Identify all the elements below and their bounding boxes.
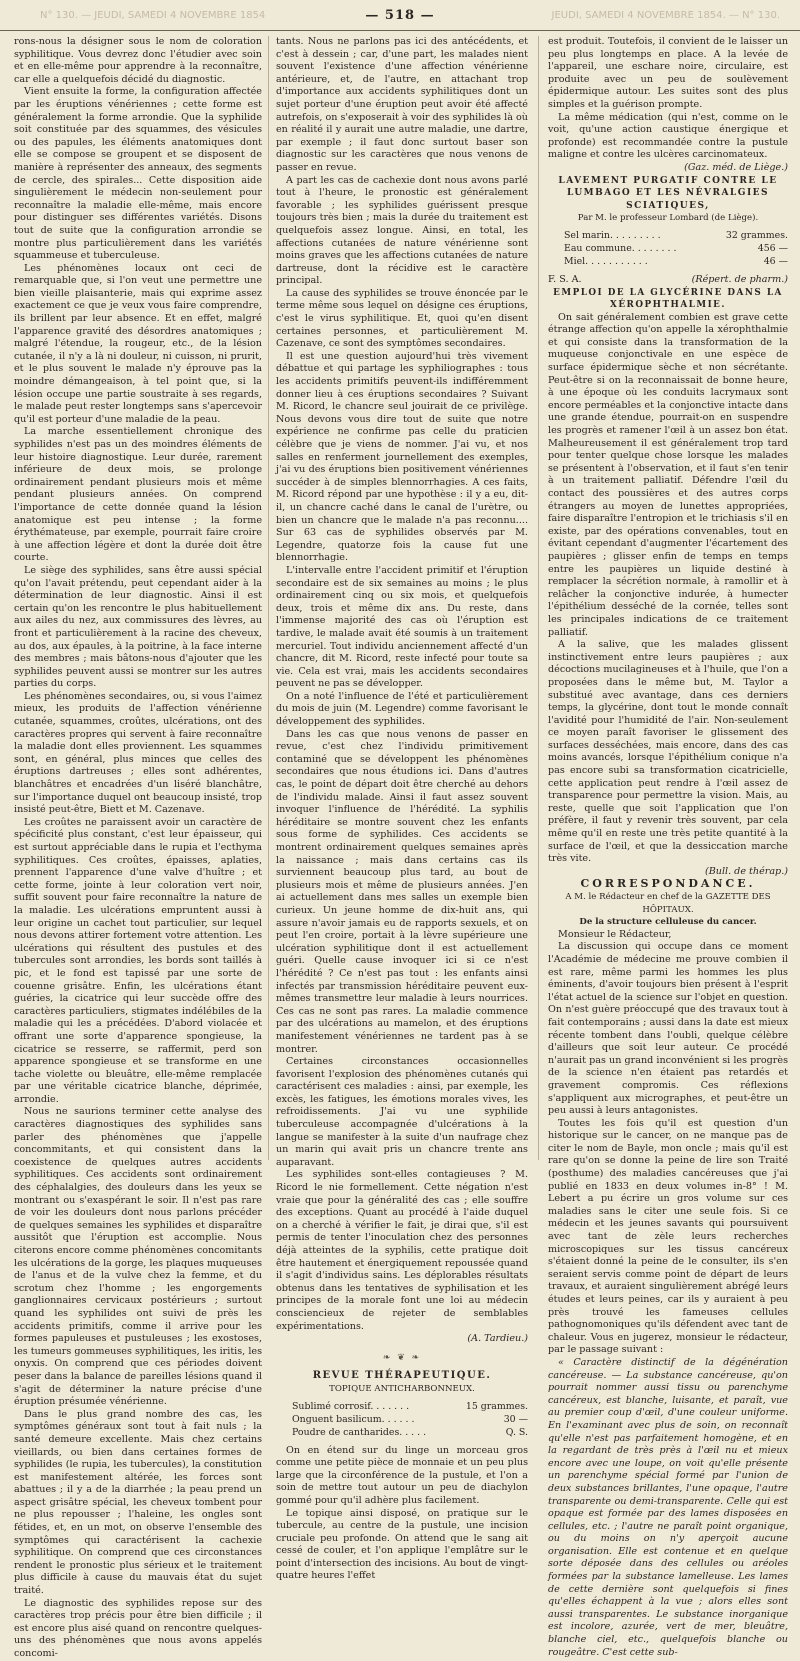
column-right [548, 36, 788, 1658]
paragraph: Vient ensuite la forme, la configuration affectée par les éruptions vénériennes ; cette forme est généralement la forme arrondie. Que la syphilide soit constituée par des squammes, des vésicules ou des papules, les éléments anatomiques dont elle se compose se groupent et se disposent de manière à représenter des anneaux, des segments de cercle, des spirales... Cette disposition aide singulièrement le médecin non-seulement pour reconnaître la maladie elle-même, mais encore pour distinguer ses différentes variétés. Disons tout de suite que la configuration arrondie se montre plus particulièrement dans les variétés squammeuse et tuberculeuse. [14, 86, 262, 262]
paragraph: Le topique ainsi disposé, on pratique sur le tubercule, au centre de la pustule, une incision cruciale peu profonde. On attend que le sang ait cessé de couler, et l'on applique l'emplâtre sur le point d'intersection des incisions. Au bout de vingt-quatre heures l'effet [276, 1507, 528, 1582]
formula-list [292, 1400, 528, 1439]
column-rule [268, 36, 269, 1160]
column-rule [538, 36, 539, 1160]
paragraph: A la salive, que les malades glissent instinctivement entre leurs paupières ; aux décoctions mucilagineuses et à l'huile, que l'on a proposées dans le même but, M. Taylor a substitué avec avantage, dans ces derniers temps, la glycérine, dont tout le monde connaît l'avidité pour l'humidité de l'air. Non-seulement ce moyen paraît favoriser le glissement des surfaces desséchées, mais encore, dans des cas moins avancés, lorsque l'épithélium conique n'a pas encore subi sa transformation cicatricielle, cette application peut rendre à l'œil assez de transparence pour permettre la vision. Mais, au reste, quelle que soit l'application que l'on préfère, il faut y revenir très souvent, par cela même qu'il en reste une très petite quantité à la surface de l'œil, et que la dessiccation marche très vite. [548, 639, 788, 865]
article-subtitle: TOPIQUE ANTICHARBONNEUX. [329, 1383, 475, 1394]
header-bleedthrough-right: JEUDI, SAMEDI 4 NOVEMBRE 1854. — N° 130. [551, 10, 780, 21]
page-number: — 518 — [365, 8, 435, 23]
salutation: Monsieur le Rédacteur, [558, 928, 672, 940]
page-header [0, 4, 800, 31]
article-title-lavement: LAVEMENT PURGATIF CONTRE LE LUMBAGO ET LES NÉVRALGIES SCIATIQUES, [558, 175, 778, 211]
paragraph: La même médication (qui n'est, comme on le voit, qu'une action caustique énergique et profonde) est recommandée contre la pustule maligne et contre les ulcères carcinomateux. [548, 111, 788, 161]
formula-row: Miel. . . . . . . . . . . 46 — [564, 255, 788, 267]
paragraph: Les phénomènes secondaires, ou, si vous l'aimez mieux, les produits de l'affection vénérienne cutanée, squammes, croûtes, ulcérations, ont des caractères propres qui servent à faire reconnaître la maladie dont elles proviennent. Les squammes sont, en général, plus minces que celles des éruptions dartreuses ; elles sont adhérentes, blanchâtres et encadrées d'un liséré blanchâtre, sur l'importance duquel ont beaucoup insisté, trop insisté peut-être, Biett et M. Cazenave. [14, 690, 262, 816]
paragraph: Dans le plus grand nombre des cas, les symptômes généraux sont tout à fait nuls ; la santé demeure excellente. Mais chez certains vieillards, ou bien dans certaines formes de syphilides (le rupia, les tubercules), la constitution est manifestement altérée, les forces sont abattues ; il y a de la diarrhée ; la peau prend un aspect grisâtre spécial, les cheveux tombent pour ne plus repousser ; l'haleine, les ongles sont fétides, et, en un mot, on observe l'ensemble des symptômes qui caractérisent la cachexie syphilitique. On comprend que ces circonstances rendent le pronostic plus sérieux et le traitement plus difficile à cause du mauvais état du sujet traité. [14, 1408, 262, 1597]
paragraph: Nous ne saurions terminer cette analyse des caractères diagnostiques des syphilides sans parler des phénomènes que j'appelle concommitants, et qui consistent dans la coexistence de quelques autres accidents syphilitiques. Ces accidents sont ordinairement des céphalalgies, des douleurs dans les yeux se montrant ou s'exaspérant le soir. Il n'est pas rare de voir les douleurs dont nous parlons précéder de quelques semaines les syphilides et disparaître aussitôt que l'éruption est accomplie. Nous citerons encore comme phénomènes concomitants les ulcérations de la gorge, les plaques muqueuses de l'anus et de la vulve chez la femme, et du scrotum chez l'homme ; les engorgements ganglionnaires cervicaux postérieurs ; surtout quand les syphilides ont suivi de près les accidents primitifs, comme il arrive pour les formes papuleuses et pustuleuses ; les exostoses, les tumeurs gommeuses syphilitiques, les iritis, les onyxis. On comprend que ces périodes doivent peser dans la balance de pareilles lésions quand il s'agit de déterminer la nature précise d'une éruption présumée vénérienne. [14, 1106, 262, 1408]
article-subtitle: Par M. le professeur Lombard (de Liège). [577, 213, 759, 224]
quoted-passage: « Caractère distinctif de la dégénération cancéreuse. — La substance cancéreuse, qu'on pourrait nommer aussi tissu ou parenchyme cancéreux, est blanche, luisante, et paraît, vue au premier coup d'œil, d'une couleur uniforme. En l'examinant avec plus de soin, on reconnaît qu'elle n'est pas parfaitement homogène, et en la regardant de très près à l'œil nu et mieux encore avec une loupe, on voit qu'elle présente un parenchyme spécial formé par l'union de deux substances brillantes, l'une opaque, l'autre transparente ou demi-transparente. Celle qui est opaque est formée par des lames disposées en cellules, etc. ; l'autre ne paraît point organique, ou du moins on n'y aperçoit aucune organisation. Elle est contenue et en quelque sorte déposée dans des cellules ou aréoles formées par la substance lamelleuse. Les lames de cette dernière sont quelquefois si fines qu'elles échappent à la vue ; alors elles sont aussi transparentes. Le substance inorganique est incolore, azurée, vert de mer, bleuâtre, blanche ciel, etc., quelquefois blanche ou rougeâtre. C'est cette sub- [548, 1356, 788, 1658]
article-title-glycerine: EMPLOI DE LA GLYCÉRINE DANS LA XÉROPHTHALMIE. [553, 287, 783, 311]
paragraph: Le siège des syphilides, sans être aussi spécial qu'on l'avait prétendu, peut cependant aider à la détermination de leur diagnostic. Ainsi il est certain qu'on les rencontre le plus habituellement aux ailes du nez, aux commissures des lèvres, au front et particulièrement à la racine des cheveux, au dos, aux épaules, à la poitrine, à la face interne des membres ; mais bâtons-nous d'ajouter que les syphilides peuvent aussi se montrer sur les autres parties du corps. [14, 564, 262, 690]
formula-row: Sel marin. . . . . . . . . 32 grammes. [564, 229, 788, 241]
paragraph: Dans les cas que nous venons de passer en revue, c'est chez l'individu primitivement contaminé que se développent les phénomènes secondaires que nous étudions ici. Dans d'autres cas, le point de départ doit être cherché au dehors de l'individu malade. Ainsi il faut assez souvent invoquer l'influence de l'hérédité. La syphilis héréditaire se montre souvent chez les enfants sous forme de syphilides. Ces accidents se montrent ordinairement quelques semaines après la naissance ; mais dans certains cas ils surviennent beaucoup plus tard, au bout de plusieurs mois et même de plusieurs années. J'en ai actuellement dans mes salles un exemple bien curieux. Un jeune homme de dix-huit ans, qui assure n'avoir jamais eu de rapports sexuels, et on peut l'en croire, portait à la lèvre supérieure une ulcération syphilitique dont il est actuellement guéri. Quelle cause invoquer ici si ce n'est l'hérédité ? Ce n'est pas tout : les enfants ainsi infectés par transmission héréditaire peuvent eux-mêmes transmettre leur maladie à leurs nourrices. Ces cas ne sont pas rares. La maladie commence par des ulcérations au mamelon, et des éruptions manifestement vénériennes ne tardent pas à se montrer. [276, 728, 528, 1055]
paragraph: On a noté l'influence de l'été et particulièrement du mois de juin (M. Legendre) comme favorisant le développement des syphilides. [276, 690, 528, 728]
formula-row: Eau commune. . . . . . . . 456 — [564, 242, 788, 254]
paragraph: On sait généralement combien est grave cette étrange affection qu'on appelle la xérophthalmie et qui consiste dans la transformation de la muqueuse conjonctivale en une espèce de surface épidermique sèche et non sécrétante. Peut-être si on la reconnaissait de bonne heure, à une époque où les conduits lacrymaux sont encore perméables et la conjonctive intacte dans une grande étendue, pourrait-on en suspendre les progrès et ramener l'œil à un assez bon état. Malheureusement il est généralement trop tard pour tenter quelque chose lorsque les malades se présentent à l'observation, et il faut s'en tenir à un traitement palliatif. Défendre l'œil du contact des poussières et des autres corps étrangers au moyen de lunettes appropriées, faire disparaître l'entropion et le trichiasis s'il en existe, par des opérations convenables, tout en évitant cependant d'augmenter l'écartement des paupières ; glisser enfin de temps en temps entre les paupières un liquide destiné à remplacer la sécrétion normale, à ramollir et à relâcher la conjonctive indurée, à humecter l'épithélium desséché de la cornée, telles sont les principales indications de ce traitement palliatif. [548, 311, 788, 638]
paragraph: rons-nous la désigner sous le nom de coloration syphilitique. Vous devrez donc l'étudier avec soin et en elle-même pour apprendre à la reconnaître, car elle a quelquefois décidé du diagnostic. [14, 36, 262, 85]
paragraph: La discussion qui occupe dans ce moment l'Académie de médecine me prouve combien il est rare, même parmi les hommes les plus éminents, d'avoir toujours bien présent à l'esprit l'état actuel de la science sur l'objet en question. On n'est guère préoccupé que des travaux tout à fait contemporains ; aussi dans la date est mieux récente tombent dans l'oubli, quelque célèbre d'ailleurs que soit leur auteur. Ce procédé n'aurait pas un grand inconvénient si les progrès de la science n'en étaient pas retardés et gravement compromis. Ces réflexions s'appliquent aux micrographes, et peut-être un peu aussi à leurs antagonistes. [548, 941, 788, 1117]
letter-subject: De la structure celluleuse du cancer. [579, 917, 757, 928]
paragraph: tants. Nous ne parlons pas ici des antécédents, et c'est à dessein ; car, d'une part, les malades nient souvent l'existence d'une affection vénérienne antérieure, et, de l'autre, en attachant trop d'importance aux accidents syphilitiques dont un sujet porteur d'une éruption peut avoir été affecté autrefois, on s'exposerait à voir des syphilides là où en réalité il y aurait une autre maladie, une dartre, par exemple ; il faut donc surtout baser son diagnostic sur les caractères que nous venons de passer en revue. [276, 36, 528, 173]
paragraph: Il est une question aujourd'hui très vivement débattue et qui partage les syphiliographes : tous les accidents primitifs peuvent-ils indifféremment donner lieu à ces éruptions secondaires ? Suivant M. Ricord, le chancre seul jouirait de ce privilège. Nous devons vous dire tout de suite que notre expérience ne confirme pas celle du praticien célèbre que je viens de nommer. J'ai vu, et nos salles en renferment journellement des exemples, j'ai vu des éruptions bien positivement vénériennes succéder à de simples blennorrhagies. A ces faits, M. Ricord répond par une hypothèse : il y a eu, dit-il, un chancre caché dans le canal de l'urètre, ou bien un chancre que le malade n'a pas reconnu.... Sur 63 cas de syphilides observés par M. Legendre, quatorze fois la cause fut une blennorrhagie. [276, 350, 528, 564]
formula-row: Sublimé corrosif. . . . . . . 15 grammes. [292, 1400, 528, 1412]
section-title-revue: REVUE THÉRAPEUTIQUE. [312, 1370, 492, 1382]
header-bleedthrough-left: N° 130. — JEUDI, SAMEDI 4 NOVEMBRE 1854 [40, 10, 266, 21]
paragraph: Certaines circonstances occasionnelles favorisent l'explosion des phénomènes cutanés qui caractérisent ces maladies : ainsi, par exemple, les excès, les fatigues, les émotions morales vives, les refroidissements. J'ai vu une syphilide tuberculeuse accompagnée d'ulcérations à la langue se manifester à la suite d'un naufrage chez un marin qui avait pris un chancre trente ans auparavant. [276, 1056, 528, 1168]
column-middle [276, 36, 528, 1582]
source-citation: (Répert. de pharm.) [691, 273, 788, 285]
paragraph: Les phénomènes locaux ont ceci de remarquable que, si l'on veut une permettre une bien vieille plaisanterie, mais qui exprime assez exactement ce que je veux vous faire comprendre, ils brillent par leur absence. Et en effet, malgré l'apparence gravité des désordres anatomiques ; malgré l'étendue, la rougeur, etc., de la lésion cutanée, il n'y a là ni douleur, ni cuisson, ni prurit, et le plus souvent le malade n'y éprouve pas la moindre démangeaison, à tel point que, si la lésion occupe une partie soustraite à ses regards, le malade peut rester longtemps sans s'apercevoir qu'il est porteur d'une maladie de la peau. [14, 262, 262, 425]
paragraph: Toutes les fois qu'il est question d'un historique sur le cancer, on ne manque pas de citer le nom de Bayle, mon oncle ; mais qu'il est rare qu'on se donne la peine de lire son Traité (posthume) des maladies cancéreuses que j'ai publié en 1833 en deux volumes in-8° ! M. Lebert a pu écrire un gros volume sur ces maladies sans le citer une seule fois. Si ce médecin et les jeunes savants qui poursuivent avec tant de zèle leurs recherches microscopiques sur les tissus cancéreux s'étaient donné la peine de le consulter, ils s'en seraient servis comme point de départ de leurs travaux, et auraient singulièrement abrégé leurs études et leurs peines, car ils y auraient à peu près trouvé les fameuses cellules pathognomoniques qu'ils défendent avec tant de chaleur. Vous en jugerez, monsieur le rédacteur, par le passage suivant : [548, 1117, 788, 1356]
formula-row: Onguent basilicum. . . . . . 30 — [292, 1413, 528, 1425]
paragraph: On en étend sur du linge un morceau gros comme une petite pièce de monnaie et un peu plus large que la circonférence de la pustule, et l'on a soin de mettre tout autour un peu de diachylon gommé pour qu'il adhère plus facilement. [276, 1444, 528, 1506]
section-title-correspondance: CORRESPONDANCE. [580, 877, 756, 891]
column-left [14, 36, 262, 1659]
paragraph: L'intervalle entre l'accident primitif et l'éruption secondaire est de six semaines au moins ; le plus ordinairement cinq ou six mois, et quelquefois deux, trois et même dix ans. Du reste, dans l'immense majorité des cas où l'éruption est tardive, le malade avait été soumis à un traitement mercuriel. Tout individu anciennement affecté d'un chancre, dit M. Ricord, reste infecté pour toute sa vie. Cela est vrai, mais les accidents secondaires peuvent ne pas se développer. [276, 564, 528, 690]
formula-list [564, 229, 788, 268]
paragraph: Le diagnostic des syphilides repose sur des caractères trop précis pour être bien difficile ; il est encore plus aisé quand on rencontre quelques-uns des phénomènes que nous avons appelés concomi- [14, 1597, 262, 1659]
source-citation: (Gaz. méd. de Liège.) [684, 161, 788, 173]
formula-footer [548, 274, 788, 287]
ornament-divider: ❧ ❦ ❧ [382, 1352, 422, 1363]
author-signature: (A. Tardieu.) [467, 1333, 528, 1345]
fsa-label: F. S. A. [548, 273, 582, 285]
paragraph: Les croûtes ne paraissent avoir un caractère de spécificité plus constant, c'est leur épaisseur, qui est surtout appréciable dans le rupia et l'ecthyma syphilitiques. Ces croûtes, épaisses, aplaties, prennent l'apparence d'une valve d'huître ; et cette forme, jointe à leur coloration vert noir, suffit souvent pour faire reconnaître la nature de la maladie. Les ulcérations empruntent aussi à leur origine un cachet tout particulier, sur lequel nous devons attirer fortement votre attention. Les ulcérations qui résultent des pustules et des tubercules sont arrondies, les bords sont taillés à pic, et le fond est tapissé par une sorte de couenne grisâtre. Enfin, les ulcérations étant guéries, la cicatrice qui leur succède offre des caractères particuliers, stigmates indélébiles de la maladie qui les a précédées. D'abord violacée et offrant une sorte d'apparence spongieuse, la cicatrice se resserre, se raffermit, perd son apparence spongieuse et se transforme en une tache violette ou bleuâtre, elle-même remplacée par une véritable cicatrice blanche, déprimée, arrondie. [14, 816, 262, 1105]
letter-addressee: A M. le Rédacteur en chef de la GAZETTE DES HÔPITAUX. [565, 892, 771, 915]
paragraph: Les syphilides sont-elles contagieuses ? M. Ricord le nie formellement. Cette négation n'est vraie que pour la généralité des cas ; elle souffre des exceptions. Quant au procédé à l'aide duquel on a cherché à vérifier le fait, je dirai que, s'il est permis de tenter l'inoculation chez des personnes déjà atteintes de la syphilis, cette pratique doit être hautement et énergiquement repoussée quand il s'agit d'individus sains. Les déplorables résultats obtenus dans les tentatives de syphilisation et les principes de la morale font une loi au médecin consciencieux de rejeter de semblables expérimentations. [276, 1169, 528, 1332]
formula-row: Poudre de cantharides. . . . . Q. S. [292, 1426, 528, 1438]
source-citation: (Bull. de thérap.) [704, 865, 788, 877]
paragraph: La marche essentiellement chronique des syphilides n'est pas un des moindres éléments de leur histoire diagnostique. Leur durée, rarement inférieure de deux mois, se prolonge ordinairement pendant plusieurs mois et même pendant plusieurs années. On comprend l'importance de cette donnée quand la lésion anatomique est peu intense ; la forme érythémateuse, par exemple, pourrait faire croire à une affection légère et dont la durée doit être courte. [14, 426, 262, 564]
paragraph: est produit. Toutefois, il convient de le laisser un peu plus longtemps en place. A la levée de l'appareil, une eschare noire, circulaire, est produite avec un peu de soulèvement épidermique autour. Les suites sont des plus simples et la guérison prompte. [548, 36, 788, 110]
paragraph: A part les cas de cachexie dont nous avons parlé tout à l'heure, le pronostic est généralement favorable ; les syphilides guérissent presque toujours très bien ; mais la durée du traitement est quelquefois assez longue. Ainsi, en total, les affections cutanées de nature vénérienne sont moins graves que les affections cutanées de nature dartreuse, dont la récidive est le caractère principal. [276, 174, 528, 287]
paragraph: La cause des syphilides se trouve énoncée par le terme même sous lequel on désigne ces éruptions, c'est le virus syphilitique. Et, quoi qu'en disent certaines personnes, et particulièrement M. Cazenave, ce sont des symptômes secondaires. [276, 287, 528, 350]
